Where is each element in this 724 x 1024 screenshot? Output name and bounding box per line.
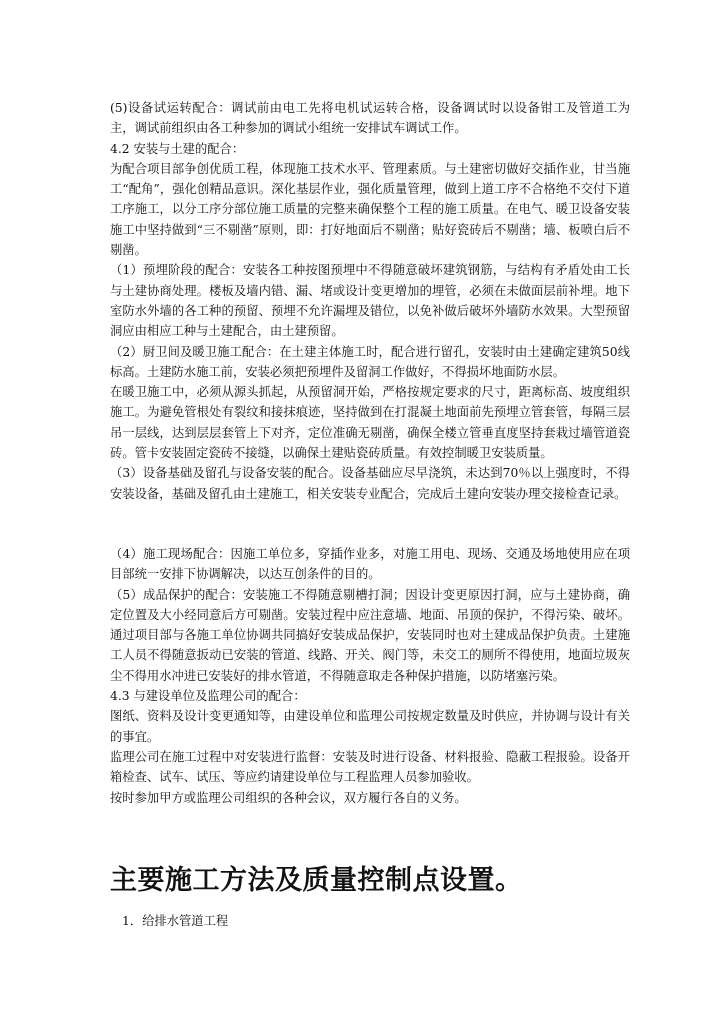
paragraph-plumbing-construction: 在暖卫施工中，必须从源头抓起，从预留洞开始，严格按规定要求的尺寸，距离标高、坡度组织施工。为避免管根处有裂纹和接抹痕迹，坚持做到在打混凝土地面前先预埋立管套管，每隔三层吊一层线，达到层层套管上下对齐，定位准确无剔凿，确保全楼立管垂直度坚持套栽过墙管道瓷砖。管卡安装固定瓷砖不接缝，以确保土建贴瓷砖质量。有效控制暖卫安装质量。 xyxy=(110,385,630,461)
paragraph-supervision: 监理公司在施工过程中对安装进行监督：安装及时进行设备、材料报验、隐蔽工程报验。设备开箱检查、试车、试压、等应约请建设单位与工程监理人员参加验收。 xyxy=(110,749,630,785)
paragraph-equipment-test-run: (5)设备试运转配合：调试前由电工先将电机试运转合格，设备调试时以设备钳工及管道工为主，调试前组织由各工种参加的调试小组统一安排试车调试工作。 xyxy=(110,101,630,136)
document-body xyxy=(110,98,630,808)
paragraph-drawings-supply: 图纸、资料及设计变更通知等，由建设单位和监理公司按规定数量及时供应，并协调与设计有关的事宜。 xyxy=(110,709,630,744)
section-4-3-title: 4.3 与建设单位及监理公司的配合： xyxy=(110,689,306,704)
paragraph-embedding-stage: （1）预埋阶段的配合：安装各工种按图预埋中不得随意破坏建筑钢筋，与结构有矛盾处由工长与土建协商处理。楼板及墙内错、漏、堵或设计变更增加的埋管，必须在未做面层前补埋。地下室防水外墙的各工种的预留、预埋不允许漏埋及错位，以免补做后破坏外墙防水效果。大型预留洞应由相应工种与土建配合，由土建预留。 xyxy=(110,263,630,339)
section-4-2-title: 4.2 安装与土建的配合： xyxy=(110,141,245,156)
paragraph-meetings: 按时参加甲方或监理公司组织的各种会议，双方履行各自的义务。 xyxy=(110,790,467,805)
paragraph-gap xyxy=(110,504,630,544)
paragraph-quality-coordination: 为配合项目部争创优质工程，体现施工技术水平、管理素质。与土建密切做好交插作业，甘当施工“配角”，强化创精品意识。深化基层作业，强化质量管理，做到上道工序不合格绝不交付下道工序施工，以分工序分部位施工质量的完整来确保整个工程的施工质量。在电气、暖卫设备安装施工中坚持做到“三不剔凿”原则，即：打好地面后不剔凿；贴好瓷砖后不剔凿；墙、板喷白后不剔凿。 xyxy=(110,161,630,258)
main-heading: 主要施工方法及质量控制点设置。 xyxy=(110,865,523,896)
paragraph-kitchen-bath-coordination: （2）厨卫间及暖卫施工配合：在土建主体施工时，配合进行留孔，安装时由土建确定建筑50线标高。土建防水施工前，安装必须把预埋件及留洞工作做好，不得损坏地面防水层。 xyxy=(110,344,630,379)
sub-item-water-pipes: 1．给排水管道工程 xyxy=(122,914,229,928)
paragraph-equipment-foundation: （3）设备基础及留孔与设备安装的配合。设备基础应尽早浇筑，未达到70％以上强度时，不得安装设备，基础及留孔由土建施工，相关安装专业配合，完成后土建向安装办理交接检查记录。 xyxy=(110,466,630,501)
paragraph-finished-product-protection: （5）成品保护的配合：安装施工不得随意剔槽打洞；因设计变更原因打洞，应与土建协商，确定位置及大小经同意后方可剔凿。安装过程中应注意墙、地面、吊顶的保护，不得污染、破坏。通过项目部与各施工单位协调共同搞好安装成品保护，安装同时也对土建成品保护负责。土建施工人员不得随意扳动已安装的管道、线路、开关、阀门等，未交工的厕所不得使用，地面垃圾灰尘不得用水冲进已安装好的排水管道，不得随意取走各种保护措施，以防堵塞污染。 xyxy=(110,587,630,683)
paragraph-site-coordination: （4）施工现场配合：因施工单位多，穿插作业多，对施工用电、现场、交通及场地使用应在项目部统一安排下协调解决，以达互创条件的目的。 xyxy=(110,546,630,582)
